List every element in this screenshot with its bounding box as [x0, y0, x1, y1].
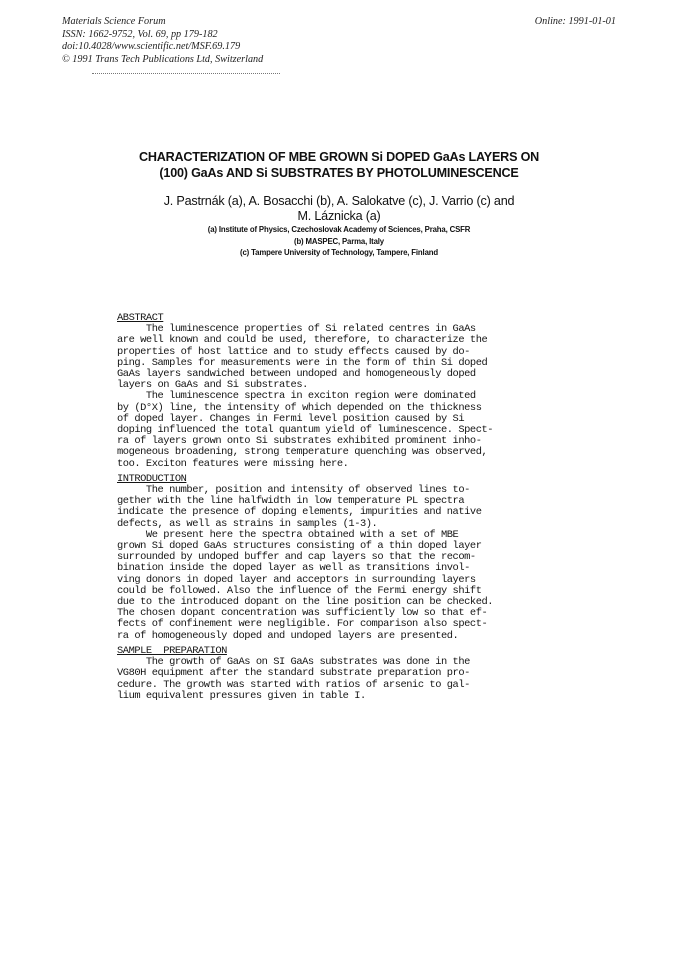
paragraph-line: The luminescence properties of Si related centres in GaAs — [117, 323, 476, 336]
affiliation-c: (c) Tampere University of Technology, Tampere, Finland — [240, 248, 438, 258]
doi-line: doi:10.4028/www.scientific.net/MSF.69.179 — [62, 41, 241, 53]
paragraph-line: layers on GaAs and Si substrates. — [117, 379, 308, 392]
title-line: (100) GaAs AND Si SUBSTRATES BY PHOTOLUMINESCENCE — [159, 166, 519, 180]
paragraph-line: GaAs layers sandwiched between undoped and homogeneously doped — [117, 368, 476, 381]
paragraph-line: could be followed. Also the influence of the Fermi energy shift — [117, 584, 482, 597]
journal-name: Materials Science Forum — [62, 16, 166, 27]
section-introduction — [117, 474, 493, 642]
paper-body — [117, 313, 493, 706]
paragraph-line: cedure. The growth was started with ratios of arsenic to gal- — [117, 678, 470, 691]
paragraph-line: lium equivalent pressures given in table I. — [117, 689, 366, 702]
publication-info — [62, 16, 263, 66]
paragraph-line: ping. Samples for measurements were in the form of thin Si doped — [117, 356, 488, 369]
paragraph-line: ra of homogeneously doped and undoped layers are presented. — [117, 629, 459, 642]
paragraph-line: by (D°X) line, the intensity of which depended on the thickness — [117, 401, 482, 414]
paragraph-line: The growth of GaAs on SI GaAs substrates was done in the — [117, 656, 470, 669]
paragraph-line: fects of confinement were negligible. For comparison also spect- — [117, 618, 488, 631]
scan-artifact-divider — [92, 73, 280, 74]
section-abstract — [117, 313, 493, 470]
paragraph-line: defects, as well as strains in samples (1-3). — [117, 517, 378, 530]
paragraph-line: The luminescence spectra in exciton region were dominated — [117, 390, 476, 403]
paragraph-line: gether with the line halfwidth in low temperature PL spectra — [117, 495, 465, 508]
online-date: Online: 1991-01-01 — [534, 16, 616, 27]
paragraph-line: ra of layers grown onto Si substrates exhibited prominent inho- — [117, 435, 482, 448]
affiliations — [90, 224, 588, 259]
paragraph-line: grown Si doped GaAs structures consisting of a thin doped layer — [117, 540, 482, 553]
copyright-line: © 1991 Trans Tech Publications Ltd, Switzerland — [62, 53, 264, 65]
paper-title — [90, 149, 588, 181]
paragraph-line: The chosen dopant concentration was sufficiently low so that ef- — [117, 607, 488, 620]
paragraph-line: due to the introduced dopant on the line position can be checked. — [117, 596, 494, 609]
paragraph-line: mogeneous broadening, strong temperature quenching was observed, — [117, 446, 488, 459]
section-heading: INTRODUCTION — [117, 472, 187, 485]
section-sample-preparation — [117, 646, 493, 702]
paragraph-line: bination inside the doped layer as well as transitions invol- — [117, 562, 470, 575]
paragraph-line: too. Exciton features were missing here. — [117, 457, 349, 470]
paragraph-line: indicate the presence of doping elements, impurities and native — [117, 506, 482, 519]
paragraph-line: ving donors in doped layer and acceptors in surrounding layers — [117, 573, 476, 586]
paragraph-line: of doped layer. Changes in Fermi level position caused by Si — [117, 412, 465, 425]
paragraph-line: doping influenced the total quantum yield of luminescence. Spect- — [117, 424, 494, 437]
paragraph-line: are well known and could be used, therefore, to characterize the — [117, 334, 488, 347]
paragraph-line: The number, position and intensity of observed lines to- — [117, 484, 470, 497]
affiliation-b: (b) MASPEC, Parma, Italy — [294, 236, 384, 246]
affiliation-a: (a) Institute of Physics, Czechoslovak Academy of Sciences, Praha, CSFR — [207, 225, 471, 234]
author-line: M. Láznicka (a) — [297, 209, 381, 223]
section-heading: SAMPLE PREPARATION — [117, 644, 227, 657]
paragraph-line: VG80H equipment after the standard substrate preparation pro- — [117, 667, 470, 680]
author-line: J. Pastrnák (a), A. Bosacchi (b), A. Salokatve (c), J. Varrio (c) and — [163, 194, 515, 208]
issn-line: ISSN: 1662-9752, Vol. 69, pp 179-182 — [62, 28, 218, 40]
paragraph-line: surrounded by undoped buffer and cap layers so that the recom- — [117, 551, 476, 564]
paragraph-line: properties of host lattice and to study effects caused by do- — [117, 345, 470, 358]
section-heading: ABSTRACT — [117, 312, 164, 324]
title-line: CHARACTERIZATION OF MBE GROWN Si DOPED GaAs LAYERS ON — [138, 150, 540, 164]
paragraph-line: We present here the spectra obtained with a set of MBE — [117, 528, 459, 541]
author-list — [90, 194, 588, 224]
